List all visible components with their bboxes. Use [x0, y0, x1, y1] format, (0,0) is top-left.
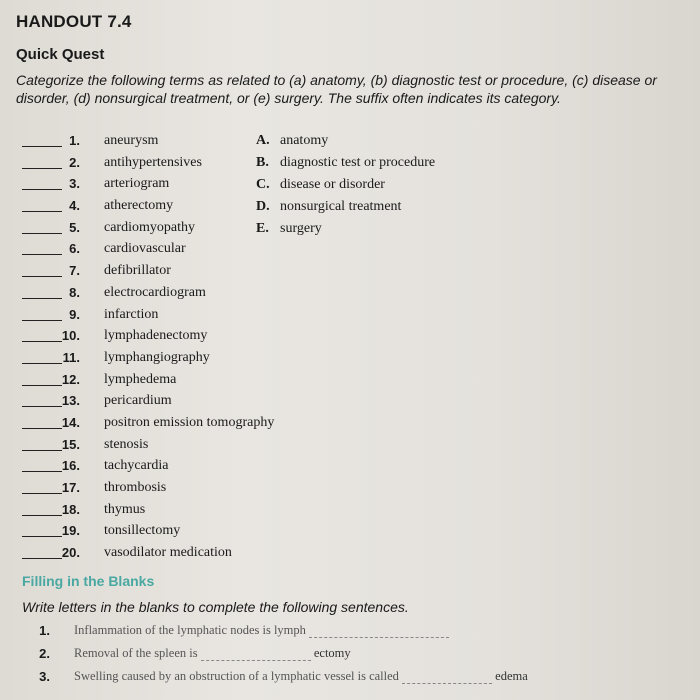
answer-blank[interactable]: [22, 385, 62, 386]
category-row: [256, 199, 496, 221]
question-number: 17.: [61, 480, 80, 495]
fill-blank-line[interactable]: [201, 660, 311, 661]
answer-blank[interactable]: [22, 320, 62, 321]
answer-blank[interactable]: [22, 298, 62, 299]
question-number: 8.: [69, 284, 80, 300]
fill-blank-number: 3.: [39, 669, 50, 684]
answer-blank[interactable]: [22, 189, 62, 190]
question-term: arteriogram: [104, 176, 170, 192]
question-term: stenosis: [104, 436, 149, 452]
category-label: disease or disorder: [280, 177, 385, 192]
fill-blank-sentence: [74, 646, 351, 661]
question-row: [0, 456, 320, 478]
question-number: 15.: [61, 436, 80, 452]
question-row: [0, 391, 320, 413]
category-row: [256, 133, 496, 155]
question-term: electrocardiogram: [104, 284, 206, 300]
question-row: [0, 543, 320, 565]
category-letter: E.: [256, 221, 269, 236]
question-row: [0, 261, 320, 283]
answer-blank[interactable]: [22, 406, 62, 407]
fill-blank-row: [0, 644, 700, 667]
question-term: tonsillectomy: [104, 523, 181, 539]
fill-blanks-instructions: Write letters in the blanks to complete the following sentences.: [22, 599, 409, 615]
question-number: 3.: [69, 176, 80, 192]
answer-blank[interactable]: [22, 211, 62, 212]
question-term: positron emission tomography: [104, 414, 275, 430]
question-term: lymphadenectomy: [104, 328, 208, 344]
answer-blank[interactable]: [22, 450, 62, 451]
category-letter: C.: [256, 177, 270, 192]
question-number: 18.: [61, 501, 80, 517]
fill-blanks-list: [0, 621, 700, 690]
answer-blank[interactable]: [22, 254, 62, 255]
category-letter: A.: [256, 133, 270, 148]
fill-blank-sentence: [74, 669, 528, 684]
fill-blank-line[interactable]: [402, 683, 492, 684]
question-term: infarction: [104, 306, 159, 322]
category-label: nonsurgical treatment: [280, 199, 402, 214]
category-label: diagnostic test or procedure: [280, 155, 436, 170]
question-number: 14.: [61, 414, 80, 430]
question-term: cardiomyopathy: [104, 219, 195, 235]
question-term: antihypertensives: [104, 154, 202, 170]
instructions-text: Categorize the following terms as related to (a) anatomy, (b) diagnostic test or procedure, (c) disease or disorder, (d) nonsurgical treatment, or (e) surgery. The suffix often indicates its category.: [16, 72, 657, 106]
question-number: 7.: [69, 263, 80, 279]
question-term: tachycardia: [104, 458, 169, 474]
question-term: defibrillator: [104, 263, 171, 279]
fill-blank-number: 1.: [39, 623, 50, 638]
answer-blank[interactable]: [22, 558, 62, 559]
question-number: 9.: [69, 306, 80, 322]
fill-blank-suffix: edema: [495, 669, 528, 683]
fill-blank-row: [0, 667, 700, 690]
category-letter: D.: [256, 199, 270, 214]
category-row: [256, 155, 496, 177]
category-label: surgery: [280, 221, 322, 236]
answer-blank[interactable]: [22, 146, 62, 147]
question-number: 13.: [61, 393, 80, 409]
answer-blank[interactable]: [22, 363, 62, 364]
category-list: [256, 133, 496, 243]
question-number: 2.: [69, 154, 80, 170]
question-row: [0, 478, 320, 500]
question-number: 20.: [61, 545, 80, 561]
question-term: cardiovascular: [104, 241, 186, 257]
fill-blank-suffix: ectomy: [313, 646, 351, 660]
question-row: [0, 435, 320, 457]
answer-blank[interactable]: [22, 341, 62, 342]
fill-blank-row: [0, 621, 700, 644]
question-term: thymus: [104, 501, 146, 517]
question-number: 19.: [61, 523, 80, 539]
category-letter: B.: [256, 155, 269, 170]
question-row: [0, 348, 320, 370]
fill-blank-sentence: [74, 623, 449, 638]
handout-title: HANDOUT 7.4: [16, 12, 132, 31]
answer-blank[interactable]: [22, 168, 62, 169]
question-row: [0, 370, 320, 392]
answer-blank[interactable]: [22, 428, 62, 429]
category-row: [256, 221, 496, 243]
question-term: lymphedema: [104, 371, 177, 387]
fill-blank-line[interactable]: [309, 637, 449, 638]
category-label: anatomy: [280, 133, 329, 148]
question-number: 12.: [61, 371, 80, 387]
question-number: 4.: [69, 198, 80, 214]
fill-blank-number: 2.: [39, 646, 50, 661]
question-term: thrombosis: [104, 480, 167, 495]
question-number: 10.: [61, 328, 80, 344]
fill-blank-text: Swelling caused by an obstruction of a lymphatic vessel is called: [74, 669, 399, 683]
question-term: vasodilator medication: [104, 545, 232, 561]
question-number: 16.: [61, 458, 80, 474]
question-number: 1.: [69, 133, 80, 148]
question-term: lymphangiography: [104, 349, 210, 365]
answer-blank[interactable]: [22, 276, 62, 277]
question-number: 11.: [62, 349, 80, 365]
question-row: [0, 305, 320, 327]
question-row: [0, 283, 320, 305]
question-row: [0, 326, 320, 348]
answer-blank[interactable]: [22, 471, 62, 472]
question-term: atherectomy: [104, 198, 174, 214]
question-number: 6.: [69, 241, 80, 257]
question-row: [0, 500, 320, 522]
answer-blank[interactable]: [22, 233, 62, 234]
answer-blank[interactable]: [22, 515, 62, 516]
question-row: [0, 521, 320, 543]
category-row: [256, 177, 496, 199]
question-row: [0, 413, 320, 435]
answer-blank[interactable]: [22, 493, 62, 494]
question-term: aneurysm: [104, 133, 159, 148]
section-subtitle: Quick Quest: [16, 46, 105, 63]
question-term: pericardium: [104, 393, 172, 409]
fill-blank-text: Removal of the spleen is: [74, 646, 198, 660]
fill-blanks-heading: Filling in the Blanks: [22, 573, 155, 589]
answer-blank[interactable]: [22, 536, 62, 537]
fill-blank-text: Inflammation of the lymphatic nodes is lymph: [74, 623, 306, 637]
question-number: 5.: [69, 219, 80, 235]
